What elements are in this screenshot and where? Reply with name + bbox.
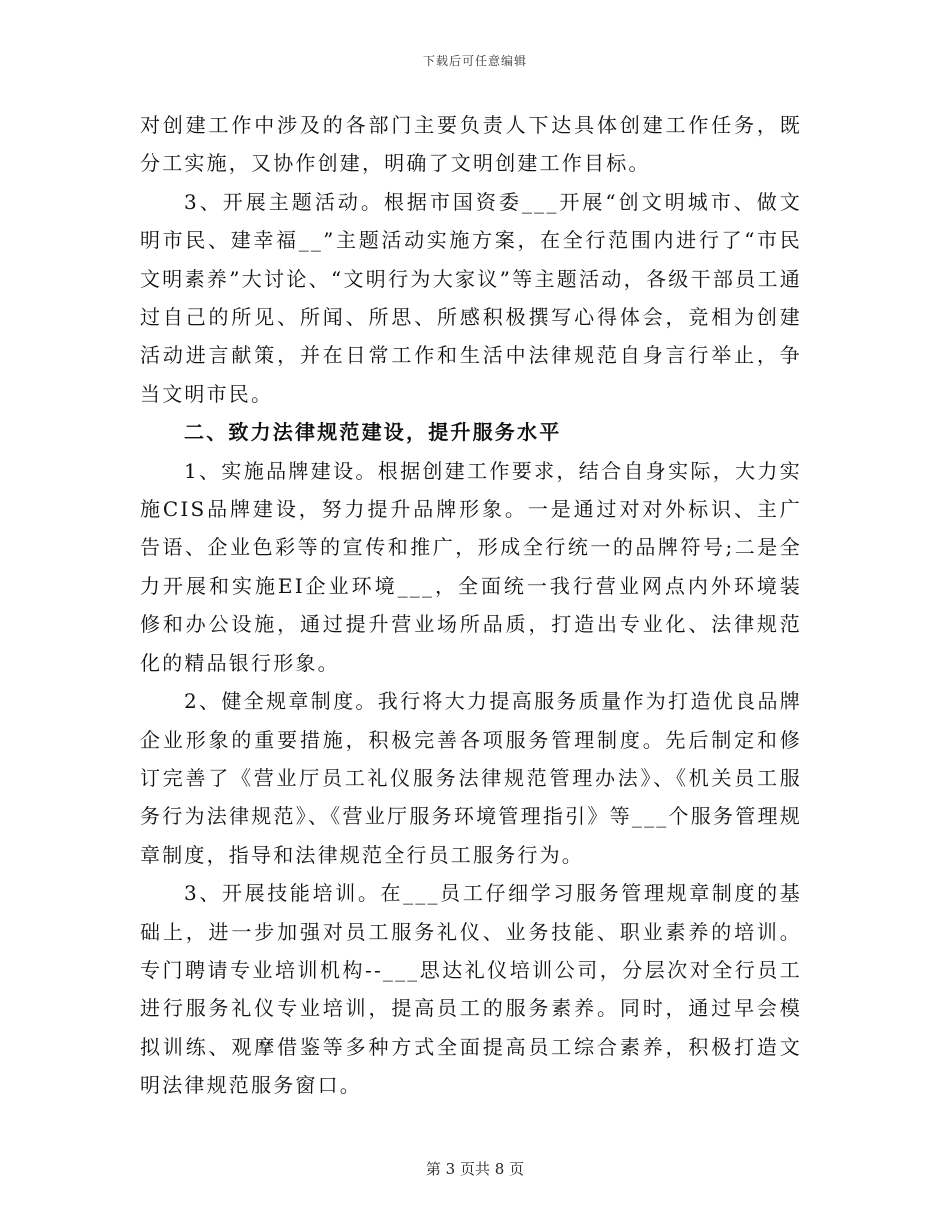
- paragraph-rules-system: 2、健全规章制度。我行将大力提高服务质量作为打造优良品牌企业形象的重要措施，积极完善各项服务管理制度。先后制定和修订完善了《营业厅员工礼仪服务法律规范管理办法》、《机关员工服务行为法律规范》、《营业厅服务环境管理指引》等___个服务管理规章制度，指导和法律规范全行员工服务行为。: [140, 689, 802, 867]
- document-body: [140, 106, 802, 1105]
- paragraph-continuation: 对创建工作中涉及的各部门主要负责人下达具体创建工作任务，既分工实施，又协作创建，明确了文明创建工作目标。: [140, 113, 802, 176]
- paragraph-brand-building: 1、实施品牌建设。根据创建工作要求，结合自身实际，大力实施CIS品牌建设，努力提升品牌形象。一是通过对对外标识、主广告语、企业色彩等的宣传和推广，形成全行统一的品牌符号;二是全力开展和实施EI企业环境___，全面统一我行营业网点内外环境装修和办公设施，通过提升营业场所品质，打造出专业化、法律规范化的精品银行形象。: [140, 458, 802, 675]
- page-number-footer: 第 3 页共 8 页: [425, 1160, 525, 1178]
- section-heading: 二、致力法律规范建设，提升服务水平: [184, 420, 562, 445]
- paragraph-theme-activities: 3、开展主题活动。根据市国资委___开展“创文明城市、做文明市民、建幸福__”主题活动实施方案，在全行范围内进行了“市民文明素养”大讨论、“文明行为大家议”等主题活动，各级干部员工通过自己的所见、所闻、所思、所感积极撰写心得体会，竞相为创建活动进言献策，并在日常工作和生活中法律规范自身言行举止，争当文明市民。: [140, 189, 802, 406]
- paragraph-skills-training: 3、开展技能培训。在___员工仔细学习服务管理规章制度的基础上，进一步加强对员工服务礼仪、业务技能、职业素养的培训。专门聘请专业培训机构--___思达礼仪培训公司，分层次对全行员工进行服务礼仪专业培训，提高员工的服务素养。同时，通过早会模拟训练、观摩借鉴等多种方式全面提高员工综合素养，积极打造文明法律规范服务窗口。: [140, 881, 802, 1098]
- page-header: 下载后可任意编辑: [422, 54, 527, 68]
